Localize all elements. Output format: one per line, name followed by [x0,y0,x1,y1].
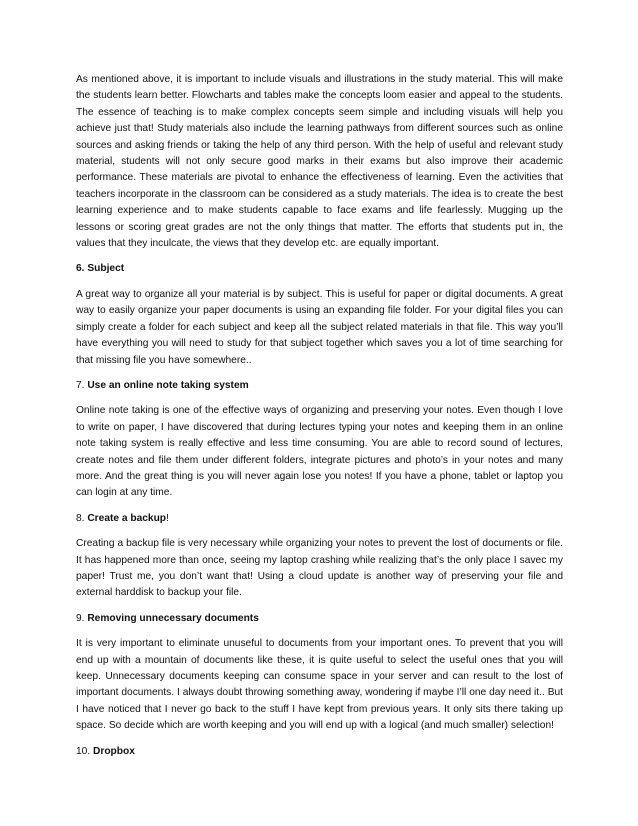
section-9-number: 9. [76,612,88,624]
intro-paragraph: As mentioned above, it is important to include visuals and illustrations in the study material. This will make the students learn better. Flowcharts and tables make the concepts loom easier and appeal to the students. The essence of teaching is to make complex concepts seem simple and including visuals will help you achieve just that! Study materials also include the learning pathways from different sources such as online sources and asking friends or taking the help of any third person. With the help of useful and relevant study material, students will not only secure good marks in their exams but also improve their academic performance. These materials are pivotal to enhance the effectiveness of learning. Even the activities that teachers incorporate in the classroom can be considered as a study materials. The idea is to create the best learning experience and to make students capable to face exams and life fearlessly. Mugging up the lessons or scoring great grades are not the only things that matter. The efforts that students put in, the values that they inculcate, the views that they develop etc. are equally important. [76,74,563,250]
section-8-heading [76,511,563,527]
section-7-heading [76,378,563,394]
section-10-heading [76,744,563,760]
section-10-title: Dropbox [93,745,135,757]
section-8-body: Creating a backup file is very necessary while organizing your notes to prevent the lost of documents or file. It has happened more than once, seeing my laptop crashing while realizing that’s the only place I savec my paper! Trust me, you don’t want that! Using a cloud update is another way of preserving your file and external harddisk to backup your file. [76,538,563,599]
section-6-body: A great way to organize all your material is by subject. This is useful for paper or digital documents. A great way to easily organize your paper documents is using an expanding file folder. For your digital files you can simply create a folder for each subject and keep all the subject related materials in that file. This way you’ll have everything you will need to study for that subject together which saves you a lot of time searching for that missing file you have somewhere.. [76,288,563,366]
section-6-heading: 6. Subject [76,263,125,275]
document-page [76,72,563,769]
section-10-number: 10. [76,745,93,757]
section-8-title-suffix: ! [166,512,169,524]
section-7-title: Use an online note taking system [87,379,249,391]
section-9-heading [76,611,563,627]
section-9-body: It is very important to eliminate unuseful to documents from your important ones. To prevent that you will end up with a mountain of documents like these, it is quite useful to select the useful ones that you will keep. Unnecessary documents keeping can consume space in your server and can result to the lost of important documents. I always doubt throwing something away, wondering if maybe I’ll one day need it.. But I have noticed that I never go back to the stuff I have kept from previous years. It only sits there taking up space. So decide which are worth keeping and you will end up with a logical (and much smaller) selection! [76,638,563,732]
section-9-title: Removing unnecessary documents [87,612,259,624]
section-8-number: 8. [76,512,88,524]
section-7-number: 7. [76,379,88,391]
section-8-title: Create a backup [87,512,167,524]
section-7-body: Online note taking is one of the effective ways of organizing and preserving your notes. Even though I love to write on paper, I have discovered that during lectures typing your notes and keeping them in an online note taking system is really effective and less time consuming. You are able to record sound of lectures, create notes and file them under different folders, integrate pictures and photo’s in your notes and many more. And the great thing is you will never again lose you notes! If you have a phone, tablet or laptop you can login at any time. [76,405,563,499]
